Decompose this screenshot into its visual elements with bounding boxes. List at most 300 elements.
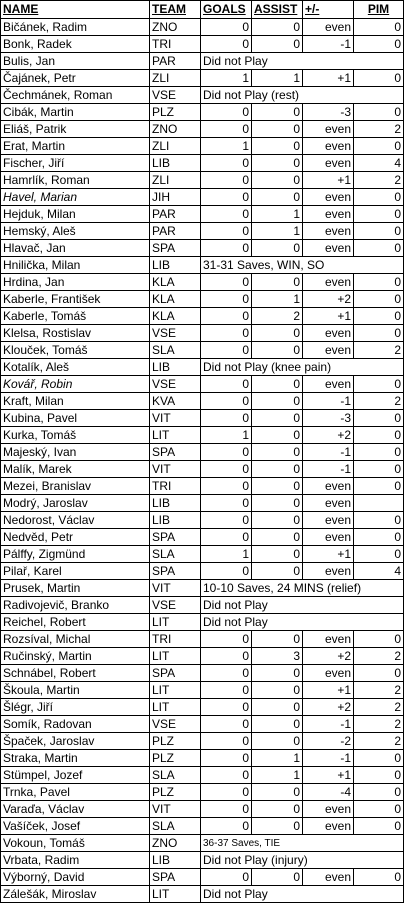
team-cell: SPA — [150, 529, 201, 546]
goals-cell: 0 — [201, 444, 252, 461]
table-row — [1, 869, 404, 886]
pim-cell: 0 — [354, 189, 404, 206]
pim-cell: 0 — [354, 665, 404, 682]
pim-cell: 0 — [354, 461, 404, 478]
pim-cell: 0 — [354, 529, 404, 546]
player-name-cell: Modrý, Jaroslav — [1, 495, 150, 512]
note-cell: Did not Play — [201, 886, 404, 903]
player-name-cell: Špaček, Jaroslav — [1, 733, 150, 750]
table-row — [1, 784, 404, 801]
player-name-cell: Zálešák, Miroslav — [1, 886, 150, 903]
team-cell: ZLI — [150, 172, 201, 189]
player-name-cell: Nedvěd, Petr — [1, 529, 150, 546]
pim-cell: 0 — [354, 767, 404, 784]
plus-minus-cell: -1 — [303, 36, 354, 53]
table-row — [1, 614, 404, 631]
pim-cell: 2 — [354, 682, 404, 699]
assist-cell: 0 — [252, 19, 303, 36]
team-cell: TRI — [150, 478, 201, 495]
table-row — [1, 104, 404, 121]
table-row — [1, 648, 404, 665]
team-cell: KLA — [150, 274, 201, 291]
table-row — [1, 359, 404, 376]
goals-cell: 0 — [201, 36, 252, 53]
pim-cell: 0 — [354, 818, 404, 835]
table-row — [1, 53, 404, 70]
goals-cell: 0 — [201, 376, 252, 393]
player-name-cell: Kaberle, František — [1, 291, 150, 308]
header-pim: PIM — [354, 1, 404, 19]
plus-minus-cell: even — [303, 563, 354, 580]
table-row — [1, 291, 404, 308]
pim-cell: 4 — [354, 563, 404, 580]
pim-cell: 4 — [354, 155, 404, 172]
team-cell: PLZ — [150, 784, 201, 801]
pim-cell: 0 — [354, 869, 404, 886]
assist-cell: 0 — [252, 155, 303, 172]
team-cell: LIB — [150, 155, 201, 172]
pim-cell: 2 — [354, 393, 404, 410]
pim-cell: 0 — [354, 478, 404, 495]
player-name-cell: Havel, Marian — [1, 189, 150, 206]
table-row — [1, 376, 404, 393]
team-cell: LIB — [150, 495, 201, 512]
assist-cell: 0 — [252, 325, 303, 342]
team-cell: ZNO — [150, 121, 201, 138]
pim-cell: 0 — [354, 240, 404, 257]
team-cell: PLZ — [150, 750, 201, 767]
assist-cell: 1 — [252, 70, 303, 87]
player-name-cell: Nedorost, Václav — [1, 512, 150, 529]
assist-cell: 0 — [252, 393, 303, 410]
table-row — [1, 70, 404, 87]
table-row — [1, 529, 404, 546]
plus-minus-cell: +1 — [303, 308, 354, 325]
pim-cell: 0 — [354, 104, 404, 121]
table-row — [1, 478, 404, 495]
assist-cell: 0 — [252, 682, 303, 699]
table-row — [1, 631, 404, 648]
plus-minus-cell: +1 — [303, 767, 354, 784]
goals-cell: 0 — [201, 648, 252, 665]
note-cell: Did not Play (rest) — [201, 87, 404, 104]
team-cell: SLA — [150, 767, 201, 784]
assist-cell: 0 — [252, 342, 303, 359]
assist-cell: 0 — [252, 512, 303, 529]
team-cell: LIT — [150, 682, 201, 699]
table-row — [1, 342, 404, 359]
table-row — [1, 699, 404, 716]
team-cell: LIB — [150, 852, 201, 869]
team-cell: PAR — [150, 53, 201, 70]
team-cell: SLA — [150, 342, 201, 359]
plus-minus-cell: even — [303, 240, 354, 257]
player-name-cell: Kubina, Pavel — [1, 410, 150, 427]
goals-cell: 0 — [201, 206, 252, 223]
plus-minus-cell: even — [303, 665, 354, 682]
table-row — [1, 325, 404, 342]
note-cell: Did not Play — [201, 597, 404, 614]
team-cell: LIB — [150, 512, 201, 529]
pim-cell: 2 — [354, 733, 404, 750]
player-name-cell: Šlégr, Jiří — [1, 699, 150, 716]
team-cell: KVA — [150, 393, 201, 410]
player-name-cell: Cibák, Martin — [1, 104, 150, 121]
team-cell: PAR — [150, 206, 201, 223]
table-row — [1, 495, 404, 512]
goals-cell: 0 — [201, 189, 252, 206]
table-row — [1, 393, 404, 410]
assist-cell: 0 — [252, 138, 303, 155]
goals-cell: 0 — [201, 767, 252, 784]
table-row — [1, 274, 404, 291]
goals-cell: 0 — [201, 19, 252, 36]
pim-cell: 0 — [354, 631, 404, 648]
player-name-cell: Pálffy, Zigmünd — [1, 546, 150, 563]
pim-cell: 0 — [354, 36, 404, 53]
team-cell: LIT — [150, 699, 201, 716]
assist-cell: 0 — [252, 716, 303, 733]
goals-cell: 0 — [201, 818, 252, 835]
table-row — [1, 682, 404, 699]
plus-minus-cell: -3 — [303, 410, 354, 427]
assist-cell: 0 — [252, 121, 303, 138]
goals-cell: 0 — [201, 682, 252, 699]
player-name-cell: Škoula, Martin — [1, 682, 150, 699]
goals-cell: 0 — [201, 291, 252, 308]
player-name-cell: Mezei, Branislav — [1, 478, 150, 495]
goals-cell: 1 — [201, 70, 252, 87]
goals-cell: 0 — [201, 784, 252, 801]
pim-cell: 0 — [354, 70, 404, 87]
player-name-cell: Radivojevič, Branko — [1, 597, 150, 614]
table-body — [1, 19, 404, 903]
header-goals: GOALS — [201, 1, 252, 19]
plus-minus-cell: +1 — [303, 172, 354, 189]
pim-cell: 0 — [354, 274, 404, 291]
player-name-cell: Varaďa, Václav — [1, 801, 150, 818]
goals-cell: 0 — [201, 155, 252, 172]
player-name-cell: Hnilička, Milan — [1, 257, 150, 274]
table-row — [1, 563, 404, 580]
team-cell: VSE — [150, 376, 201, 393]
goals-cell: 0 — [201, 801, 252, 818]
plus-minus-cell: even — [303, 801, 354, 818]
plus-minus-cell: +1 — [303, 546, 354, 563]
assist-cell: 0 — [252, 36, 303, 53]
player-name-cell: Stümpel, Jozef — [1, 767, 150, 784]
team-cell: LIT — [150, 648, 201, 665]
player-name-cell: Kaberle, Tomáš — [1, 308, 150, 325]
assist-cell: 0 — [252, 495, 303, 512]
assist-cell: 0 — [252, 478, 303, 495]
table-row — [1, 835, 404, 852]
player-name-cell: Hlavač, Jan — [1, 240, 150, 257]
table-row — [1, 597, 404, 614]
player-name-cell: Kotalík, Aleš — [1, 359, 150, 376]
pim-cell: 0 — [354, 444, 404, 461]
pim-cell: 2 — [354, 342, 404, 359]
goals-cell: 0 — [201, 665, 252, 682]
table-row — [1, 750, 404, 767]
table-row — [1, 546, 404, 563]
table-row — [1, 172, 404, 189]
player-name-cell: Kovář, Robin — [1, 376, 150, 393]
goals-cell: 0 — [201, 325, 252, 342]
assist-cell: 0 — [252, 733, 303, 750]
player-name-cell: Fischer, Jiří — [1, 155, 150, 172]
team-cell: VIT — [150, 801, 201, 818]
team-cell: TRI — [150, 631, 201, 648]
pim-cell: 2 — [354, 121, 404, 138]
plus-minus-cell: even — [303, 342, 354, 359]
note-cell: Did not Play — [201, 614, 404, 631]
team-cell: PLZ — [150, 733, 201, 750]
assist-cell: 1 — [252, 206, 303, 223]
pim-cell: 0 — [354, 546, 404, 563]
goals-cell: 0 — [201, 478, 252, 495]
goals-cell: 0 — [201, 699, 252, 716]
pim-cell: 0 — [354, 784, 404, 801]
table-row — [1, 240, 404, 257]
player-name-cell: Hrdina, Jan — [1, 274, 150, 291]
goals-cell: 1 — [201, 138, 252, 155]
player-name-cell: Pilař, Karel — [1, 563, 150, 580]
goals-cell: 0 — [201, 393, 252, 410]
assist-cell: 0 — [252, 818, 303, 835]
plus-minus-cell: +1 — [303, 682, 354, 699]
player-name-cell: Vokoun, Tomáš — [1, 835, 150, 852]
plus-minus-cell: -3 — [303, 104, 354, 121]
plus-minus-cell: even — [303, 19, 354, 36]
plus-minus-cell: even — [303, 512, 354, 529]
table-row — [1, 665, 404, 682]
table-row — [1, 580, 404, 597]
player-name-cell: Kraft, Milan — [1, 393, 150, 410]
pim-cell: 0 — [354, 512, 404, 529]
plus-minus-cell: even — [303, 155, 354, 172]
pim-cell: 0 — [354, 801, 404, 818]
player-name-cell: Hejduk, Milan — [1, 206, 150, 223]
assist-cell: 0 — [252, 665, 303, 682]
pim-cell — [354, 495, 404, 512]
goals-cell: 1 — [201, 546, 252, 563]
note-cell: Did not Play (knee pain) — [201, 359, 404, 376]
header-row — [1, 1, 404, 19]
assist-cell: 0 — [252, 104, 303, 121]
plus-minus-cell: -2 — [303, 733, 354, 750]
plus-minus-cell: even — [303, 121, 354, 138]
assist-cell: 0 — [252, 784, 303, 801]
table-row — [1, 121, 404, 138]
pim-cell: 0 — [354, 138, 404, 155]
plus-minus-cell: even — [303, 376, 354, 393]
pim-cell: 0 — [354, 19, 404, 36]
player-name-cell: Majeský, Ivan — [1, 444, 150, 461]
table-row — [1, 767, 404, 784]
plus-minus-cell: even — [303, 138, 354, 155]
pim-cell: 2 — [354, 648, 404, 665]
plus-minus-cell: even — [303, 189, 354, 206]
header-name: NAME — [1, 1, 150, 19]
plus-minus-cell: even — [303, 495, 354, 512]
plus-minus-cell: +2 — [303, 699, 354, 716]
header-plus-minus: +/- — [303, 1, 354, 19]
player-name-cell: Klouček, Tomáš — [1, 342, 150, 359]
assist-cell: 1 — [252, 750, 303, 767]
player-name-cell: Prusek, Martin — [1, 580, 150, 597]
assist-cell: 0 — [252, 172, 303, 189]
plus-minus-cell: -1 — [303, 716, 354, 733]
pim-cell: 0 — [354, 291, 404, 308]
table-row — [1, 444, 404, 461]
team-cell: KLA — [150, 308, 201, 325]
team-cell: KLA — [150, 291, 201, 308]
table-row — [1, 308, 404, 325]
goals-cell: 0 — [201, 121, 252, 138]
table-row — [1, 36, 404, 53]
team-cell: ZLI — [150, 70, 201, 87]
assist-cell: 1 — [252, 291, 303, 308]
assist-cell: 0 — [252, 529, 303, 546]
player-name-cell: Bičánek, Radim — [1, 19, 150, 36]
header-assist: ASSIST — [252, 1, 303, 19]
table-row — [1, 155, 404, 172]
player-name-cell: Bulis, Jan — [1, 53, 150, 70]
plus-minus-cell: even — [303, 206, 354, 223]
table-row — [1, 886, 404, 903]
plus-minus-cell: even — [303, 274, 354, 291]
player-name-cell: Vašíček, Josef — [1, 818, 150, 835]
player-name-cell: Výborný, David — [1, 869, 150, 886]
team-cell: ZNO — [150, 835, 201, 852]
goals-cell: 0 — [201, 563, 252, 580]
player-name-cell: Trnka, Pavel — [1, 784, 150, 801]
goals-cell: 0 — [201, 308, 252, 325]
table-row — [1, 512, 404, 529]
pim-cell: 0 — [354, 308, 404, 325]
team-cell: PAR — [150, 223, 201, 240]
goals-cell: 0 — [201, 512, 252, 529]
player-name-cell: Čechmánek, Roman — [1, 87, 150, 104]
assist-cell: 2 — [252, 308, 303, 325]
team-cell: LIT — [150, 886, 201, 903]
team-cell: VSE — [150, 597, 201, 614]
team-cell: SPA — [150, 444, 201, 461]
assist-cell: 0 — [252, 801, 303, 818]
team-cell: SPA — [150, 665, 201, 682]
team-cell: ZLI — [150, 138, 201, 155]
plus-minus-cell: even — [303, 529, 354, 546]
player-name-cell: Malík, Marek — [1, 461, 150, 478]
team-cell: SPA — [150, 869, 201, 886]
player-name-cell: Klelsa, Rostislav — [1, 325, 150, 342]
goals-cell: 0 — [201, 461, 252, 478]
player-name-cell: Kurka, Tomáš — [1, 427, 150, 444]
goals-cell: 0 — [201, 172, 252, 189]
plus-minus-cell: -1 — [303, 750, 354, 767]
team-cell: LIT — [150, 427, 201, 444]
goals-cell: 1 — [201, 427, 252, 444]
player-name-cell: Somík, Radovan — [1, 716, 150, 733]
note-cell: Did not Play (injury) — [201, 852, 404, 869]
note-cell: 10-10 Saves, 24 MINS (relief) — [201, 580, 404, 597]
plus-minus-cell: +2 — [303, 291, 354, 308]
plus-minus-cell: even — [303, 325, 354, 342]
goals-cell: 0 — [201, 529, 252, 546]
goals-cell: 0 — [201, 342, 252, 359]
team-cell: VSE — [150, 87, 201, 104]
goals-cell: 0 — [201, 274, 252, 291]
assist-cell: 0 — [252, 240, 303, 257]
pim-cell: 0 — [354, 750, 404, 767]
assist-cell: 0 — [252, 274, 303, 291]
goals-cell: 0 — [201, 240, 252, 257]
plus-minus-cell: -1 — [303, 393, 354, 410]
assist-cell: 0 — [252, 410, 303, 427]
team-cell: VIT — [150, 461, 201, 478]
goals-cell: 0 — [201, 716, 252, 733]
note-cell: 31-31 Saves, WIN, SO — [201, 257, 404, 274]
plus-minus-cell: -4 — [303, 784, 354, 801]
assist-cell: 0 — [252, 461, 303, 478]
player-name-cell: Ručinský, Martin — [1, 648, 150, 665]
plus-minus-cell: even — [303, 478, 354, 495]
team-cell: VSE — [150, 325, 201, 342]
assist-cell: 1 — [252, 223, 303, 240]
player-name-cell: Rozsíval, Michal — [1, 631, 150, 648]
assist-cell: 0 — [252, 563, 303, 580]
team-cell: VSE — [150, 716, 201, 733]
pim-cell: 2 — [354, 172, 404, 189]
table-row — [1, 427, 404, 444]
player-name-cell: Reichel, Robert — [1, 614, 150, 631]
table-row — [1, 852, 404, 869]
team-cell: SLA — [150, 546, 201, 563]
plus-minus-cell: +2 — [303, 648, 354, 665]
team-cell: LIB — [150, 257, 201, 274]
table-row — [1, 87, 404, 104]
assist-cell: 0 — [252, 376, 303, 393]
goals-cell: 0 — [201, 750, 252, 767]
assist-cell: 0 — [252, 444, 303, 461]
assist-cell: 3 — [252, 648, 303, 665]
player-name-cell: Straka, Martin — [1, 750, 150, 767]
player-name-cell: Vrbata, Radim — [1, 852, 150, 869]
pim-cell: 0 — [354, 325, 404, 342]
plus-minus-cell: even — [303, 631, 354, 648]
pim-cell: 0 — [354, 410, 404, 427]
team-cell: TRI — [150, 36, 201, 53]
team-cell: LIT — [150, 614, 201, 631]
plus-minus-cell: +1 — [303, 70, 354, 87]
table-row — [1, 801, 404, 818]
player-name-cell: Eliáš, Patrik — [1, 121, 150, 138]
goals-cell: 0 — [201, 869, 252, 886]
team-cell: LIB — [150, 359, 201, 376]
header-team: TEAM — [150, 1, 201, 19]
plus-minus-cell: even — [303, 223, 354, 240]
goals-cell: 0 — [201, 631, 252, 648]
table-row — [1, 716, 404, 733]
pim-cell: 0 — [354, 206, 404, 223]
player-name-cell: Hamrlík, Roman — [1, 172, 150, 189]
plus-minus-cell: even — [303, 869, 354, 886]
assist-cell: 1 — [252, 767, 303, 784]
team-cell: SPA — [150, 240, 201, 257]
goals-cell: 0 — [201, 104, 252, 121]
team-cell: SPA — [150, 563, 201, 580]
